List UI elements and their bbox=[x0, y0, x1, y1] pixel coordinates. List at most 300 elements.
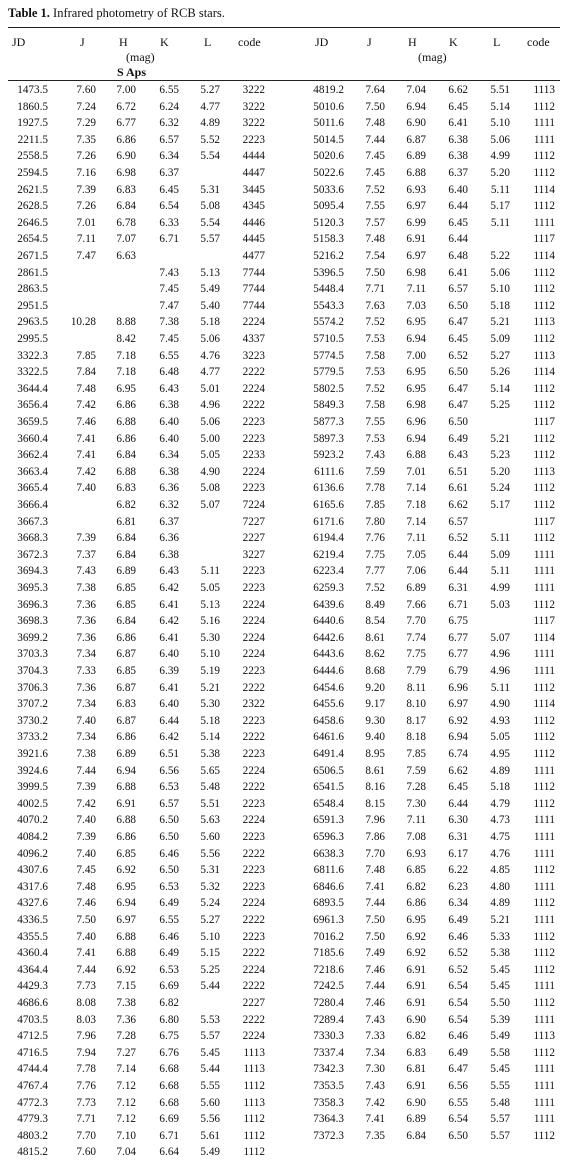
cell-h: 7.75 bbox=[406, 648, 426, 661]
cell-h: 7.00 bbox=[116, 84, 136, 96]
cell-jd: 3694.3 bbox=[17, 565, 48, 578]
cell-code: 3445 bbox=[242, 183, 265, 196]
cell-code: 7227 bbox=[242, 515, 265, 528]
table-row bbox=[0, 397, 570, 414]
cell-code: 1112 bbox=[533, 150, 555, 163]
cell-k: 6.45 bbox=[448, 781, 468, 794]
cell-jd: 4317.6 bbox=[17, 880, 48, 893]
cell-l: 5.24 bbox=[490, 482, 510, 495]
cell-j: 8.08 bbox=[76, 997, 96, 1009]
cell-l: 5.40 bbox=[200, 299, 220, 312]
cell-l: 4.73 bbox=[490, 814, 510, 827]
cell-l: 5.17 bbox=[490, 200, 510, 213]
cell-h: 6.97 bbox=[406, 250, 426, 262]
cell-l: 5.13 bbox=[200, 598, 220, 611]
cell-l: 5.08 bbox=[200, 200, 220, 213]
cell-jd: 4070.2 bbox=[17, 814, 48, 827]
table-row bbox=[0, 978, 570, 995]
cell-code: 2224 bbox=[242, 598, 265, 611]
cell-code: 7744 bbox=[242, 283, 265, 296]
header-l-right: L bbox=[493, 35, 501, 49]
cell-h: 6.98 bbox=[116, 167, 136, 179]
cell-code: 1117 bbox=[533, 515, 555, 528]
cell-l: 5.20 bbox=[490, 465, 510, 478]
cell-code: 1112 bbox=[533, 200, 555, 213]
cell-h: 7.12 bbox=[116, 1096, 136, 1109]
cell-l: 5.18 bbox=[200, 316, 220, 329]
cell-jd: 5802.5 bbox=[313, 382, 344, 395]
cell-h: 6.91 bbox=[406, 1080, 426, 1092]
cell-j: 7.49 bbox=[365, 947, 385, 960]
cell-k: 6.69 bbox=[159, 1113, 179, 1126]
cell-l: 4.89 bbox=[490, 897, 510, 910]
cell-jd: 6491.4 bbox=[313, 748, 344, 760]
cell-l: 5.27 bbox=[200, 914, 220, 926]
cell-h: 6.90 bbox=[406, 117, 426, 130]
cell-l: 5.57 bbox=[200, 1030, 220, 1043]
cell-j: 7.48 bbox=[365, 864, 385, 877]
cell-code: 1112 bbox=[533, 598, 555, 611]
cell-k: 6.52 bbox=[448, 349, 468, 362]
cell-l: 5.45 bbox=[490, 980, 510, 993]
cell-j: 9.30 bbox=[365, 714, 385, 727]
cell-j: 7.41 bbox=[76, 947, 96, 960]
cell-j: 7.52 bbox=[365, 183, 385, 196]
cell-code: 1113 bbox=[243, 1063, 265, 1076]
cell-j: 7.94 bbox=[76, 1046, 96, 1059]
cell-h: 6.84 bbox=[116, 615, 136, 628]
cell-h: 6.90 bbox=[406, 1096, 426, 1109]
cell-h: 6.63 bbox=[116, 250, 136, 262]
cell-j: 7.73 bbox=[76, 1096, 96, 1109]
cell-code: 2223 bbox=[242, 831, 265, 843]
cell-k: 6.80 bbox=[159, 1013, 179, 1026]
cell-l: 5.31 bbox=[200, 183, 220, 196]
cell-h: 6.85 bbox=[116, 598, 136, 611]
cell-l: 5.09 bbox=[490, 548, 510, 561]
table-row bbox=[0, 613, 570, 630]
cell-jd: 6439.6 bbox=[313, 598, 344, 611]
cell-j: 7.36 bbox=[76, 681, 96, 694]
cell-k: 6.38 bbox=[159, 399, 179, 412]
cell-code: 1112 bbox=[533, 897, 555, 910]
cell-h: 6.83 bbox=[116, 183, 136, 196]
cell-j: 7.39 bbox=[76, 183, 96, 196]
cell-j: 7.30 bbox=[365, 1063, 385, 1076]
cell-j: 8.16 bbox=[365, 781, 385, 794]
cell-k: 6.32 bbox=[159, 499, 179, 511]
cell-h: 6.88 bbox=[116, 947, 136, 960]
cell-j: 9.40 bbox=[365, 731, 385, 744]
cell-k: 6.41 bbox=[159, 631, 179, 644]
cell-jd: 5779.5 bbox=[313, 366, 344, 379]
table-row bbox=[0, 514, 570, 531]
cell-k: 6.57 bbox=[159, 797, 179, 810]
cell-code: 1117 bbox=[533, 615, 555, 628]
table-row bbox=[0, 912, 570, 929]
cell-code: 1111 bbox=[533, 1063, 555, 1076]
cell-jd: 1927.5 bbox=[17, 117, 48, 130]
cell-l: 5.19 bbox=[200, 665, 220, 677]
table-row bbox=[0, 1028, 570, 1045]
cell-j: 7.39 bbox=[76, 831, 96, 843]
cell-k: 6.41 bbox=[159, 598, 179, 611]
cell-h: 6.88 bbox=[116, 465, 136, 478]
cell-k: 6.17 bbox=[448, 847, 468, 860]
cell-jd: 6846.6 bbox=[313, 880, 344, 893]
cell-h: 7.11 bbox=[406, 532, 426, 545]
cell-j: 7.76 bbox=[76, 1080, 96, 1092]
cell-l: 5.18 bbox=[490, 299, 510, 312]
header-j-left: J bbox=[80, 35, 85, 49]
cell-l: 5.54 bbox=[200, 216, 220, 229]
cell-code: 1113 bbox=[533, 316, 555, 329]
cell-h: 8.42 bbox=[116, 333, 136, 345]
cell-j: 7.45 bbox=[76, 864, 96, 877]
cell-code: 1111 bbox=[533, 665, 555, 677]
cell-l: 5.20 bbox=[490, 167, 510, 179]
cell-k: 7.45 bbox=[159, 333, 179, 345]
cell-k: 6.68 bbox=[159, 1096, 179, 1109]
cell-j: 7.60 bbox=[76, 1146, 96, 1159]
cell-jd: 3999.5 bbox=[17, 781, 48, 794]
cell-code: 1111 bbox=[533, 133, 555, 146]
cell-j: 7.01 bbox=[76, 216, 96, 229]
cell-j: 7.53 bbox=[365, 432, 385, 445]
cell-k: 6.44 bbox=[448, 233, 468, 246]
cell-l: 5.60 bbox=[200, 831, 220, 843]
cell-h: 6.78 bbox=[116, 216, 136, 229]
cell-jd: 7330.3 bbox=[313, 1030, 344, 1043]
cell-l: 5.06 bbox=[490, 133, 510, 146]
table-row bbox=[0, 464, 570, 481]
cell-code: 1111 bbox=[533, 831, 555, 843]
cell-k: 6.76 bbox=[159, 1046, 179, 1059]
cell-code: 1111 bbox=[533, 582, 555, 594]
cell-l: 4.89 bbox=[490, 764, 510, 777]
cell-code: 2223 bbox=[242, 432, 265, 445]
table-row bbox=[0, 1045, 570, 1062]
cell-code: 2222 bbox=[242, 781, 265, 794]
cell-k: 6.57 bbox=[159, 133, 179, 146]
cell-h: 6.86 bbox=[116, 432, 136, 445]
header-code-right: code bbox=[527, 35, 550, 49]
cell-k: 6.33 bbox=[159, 216, 179, 229]
cell-j: 8.15 bbox=[365, 797, 385, 810]
cell-h: 6.89 bbox=[116, 748, 136, 760]
cell-l: 4.96 bbox=[200, 399, 220, 412]
table-caption bbox=[8, 6, 225, 21]
cell-k: 6.68 bbox=[159, 1063, 179, 1076]
cell-l: 4.99 bbox=[490, 150, 510, 163]
cell-h: 7.15 bbox=[116, 980, 136, 993]
cell-l: 5.06 bbox=[200, 333, 220, 345]
cell-jd: 6219.4 bbox=[313, 548, 344, 561]
cell-j: 7.34 bbox=[76, 698, 96, 711]
cell-h: 6.94 bbox=[406, 333, 426, 345]
cell-code: 4447 bbox=[242, 167, 265, 179]
cell-j: 7.45 bbox=[365, 167, 385, 179]
cell-l: 5.44 bbox=[200, 980, 220, 993]
table-row bbox=[0, 182, 570, 199]
cell-code: 1112 bbox=[243, 1113, 265, 1126]
cell-j: 7.50 bbox=[365, 266, 385, 279]
cell-jd: 4716.5 bbox=[17, 1046, 48, 1059]
cell-k: 6.75 bbox=[159, 1030, 179, 1043]
cell-code: 1112 bbox=[533, 432, 555, 445]
cell-code: 2233 bbox=[242, 449, 265, 462]
cell-h: 8.88 bbox=[116, 316, 136, 329]
table-row bbox=[0, 132, 570, 149]
cell-code: 1111 bbox=[533, 980, 555, 993]
cell-jd: 3663.4 bbox=[17, 465, 48, 478]
cell-k: 6.36 bbox=[159, 482, 179, 495]
cell-l: 5.53 bbox=[200, 1013, 220, 1026]
cell-k: 6.54 bbox=[159, 200, 179, 213]
cell-h: 7.79 bbox=[406, 665, 426, 677]
cell-code: 1114 bbox=[533, 631, 555, 644]
cell-code: 1112 bbox=[533, 997, 555, 1009]
cell-j: 7.11 bbox=[76, 233, 96, 246]
cell-code: 4444 bbox=[242, 150, 265, 163]
cell-k: 6.42 bbox=[159, 731, 179, 744]
cell-l: 5.05 bbox=[490, 731, 510, 744]
cell-h: 6.93 bbox=[406, 183, 426, 196]
cell-k: 6.37 bbox=[159, 515, 179, 528]
cell-j: 7.96 bbox=[365, 814, 385, 827]
cell-k: 6.46 bbox=[448, 930, 468, 943]
cell-j: 7.36 bbox=[76, 598, 96, 611]
cell-h: 6.87 bbox=[116, 648, 136, 661]
cell-jd: 2646.5 bbox=[17, 216, 48, 229]
cell-jd: 4327.6 bbox=[17, 897, 48, 910]
table-row bbox=[0, 597, 570, 614]
cell-k: 6.56 bbox=[159, 764, 179, 777]
cell-jd: 2951.5 bbox=[17, 299, 48, 312]
cell-l: 5.11 bbox=[490, 183, 510, 196]
cell-code: 1112 bbox=[533, 947, 555, 960]
cell-h: 6.91 bbox=[406, 963, 426, 976]
cell-jd: 2963.5 bbox=[17, 316, 48, 329]
cell-h: 6.86 bbox=[116, 631, 136, 644]
cell-l: 4.77 bbox=[200, 100, 220, 113]
cell-j: 7.50 bbox=[365, 100, 385, 113]
cell-k: 6.24 bbox=[159, 100, 179, 113]
table-row bbox=[0, 945, 570, 962]
cell-l: 5.55 bbox=[200, 1080, 220, 1092]
cell-j: 7.16 bbox=[76, 167, 96, 179]
cell-code: 2224 bbox=[242, 316, 265, 329]
cell-k: 6.55 bbox=[159, 84, 179, 96]
cell-h: 6.85 bbox=[116, 582, 136, 594]
cell-l: 5.26 bbox=[490, 366, 510, 379]
table-row bbox=[0, 447, 570, 464]
cell-j: 7.58 bbox=[365, 399, 385, 412]
table-row bbox=[0, 630, 570, 647]
table-number: Table 1. bbox=[8, 6, 50, 20]
cell-k: 6.69 bbox=[159, 980, 179, 993]
table-row bbox=[0, 165, 570, 182]
cell-jd: 4002.5 bbox=[17, 797, 48, 810]
cell-jd: 6638.3 bbox=[313, 847, 344, 860]
header-h-right: H bbox=[408, 35, 417, 49]
cell-code: 1111 bbox=[533, 648, 555, 661]
cell-h: 7.06 bbox=[406, 565, 426, 578]
cell-j: 7.26 bbox=[76, 200, 96, 213]
cell-k: 6.54 bbox=[448, 1013, 468, 1026]
cell-h: 7.27 bbox=[116, 1046, 136, 1059]
cell-code: 2222 bbox=[242, 980, 265, 993]
cell-code: 1112 bbox=[243, 1146, 265, 1159]
cell-h: 6.95 bbox=[406, 914, 426, 926]
cell-l: 5.49 bbox=[490, 1030, 510, 1043]
cell-jd: 3733.2 bbox=[17, 731, 48, 744]
cell-j: 7.36 bbox=[76, 631, 96, 644]
cell-l: 5.49 bbox=[200, 1146, 220, 1159]
cell-jd: 5574.2 bbox=[313, 316, 344, 329]
cell-code: 7744 bbox=[242, 266, 265, 279]
cell-jd: 6223.4 bbox=[313, 565, 344, 578]
cell-h: 6.83 bbox=[116, 698, 136, 711]
cell-j: 7.64 bbox=[365, 84, 385, 96]
cell-jd: 3730.2 bbox=[17, 714, 48, 727]
cell-code: 2224 bbox=[242, 897, 265, 910]
cell-k: 6.44 bbox=[159, 714, 179, 727]
cell-j: 7.53 bbox=[365, 333, 385, 345]
table-row bbox=[0, 431, 570, 448]
cell-code: 2322 bbox=[242, 698, 265, 711]
cell-jd: 6591.3 bbox=[313, 814, 344, 827]
cell-code: 1112 bbox=[533, 781, 555, 794]
cell-j: 7.26 bbox=[76, 150, 96, 163]
cell-j: 7.43 bbox=[76, 565, 96, 578]
cell-k: 6.46 bbox=[448, 1030, 468, 1043]
cell-k: 6.42 bbox=[159, 582, 179, 594]
cell-jd: 3667.3 bbox=[17, 515, 48, 528]
cell-l: 5.57 bbox=[200, 233, 220, 246]
table-row bbox=[0, 1144, 570, 1161]
cell-jd: 2671.5 bbox=[17, 250, 48, 262]
cell-jd: 2654.5 bbox=[17, 233, 48, 246]
header-h-left: H bbox=[119, 35, 128, 49]
cell-jd: 4084.2 bbox=[17, 831, 48, 843]
cell-code: 2224 bbox=[242, 615, 265, 628]
cell-h: 7.10 bbox=[116, 1129, 136, 1142]
cell-j: 7.52 bbox=[365, 582, 385, 594]
cell-j: 7.42 bbox=[365, 1096, 385, 1109]
cell-code: 1111 bbox=[533, 565, 555, 578]
cell-h: 6.89 bbox=[406, 1113, 426, 1126]
cell-jd: 6461.6 bbox=[313, 731, 344, 744]
cell-jd: 7242.5 bbox=[313, 980, 344, 993]
cell-j: 8.95 bbox=[365, 748, 385, 760]
cell-k: 6.40 bbox=[159, 416, 179, 428]
cell-j: 7.86 bbox=[365, 831, 385, 843]
cell-code: 1112 bbox=[533, 731, 555, 744]
cell-code: 2223 bbox=[242, 748, 265, 760]
cell-l: 5.00 bbox=[200, 432, 220, 445]
cell-j: 7.46 bbox=[76, 897, 96, 910]
cell-l: 5.21 bbox=[490, 432, 510, 445]
cell-k: 6.34 bbox=[159, 449, 179, 462]
cell-j: 7.41 bbox=[76, 432, 96, 445]
cell-k: 6.57 bbox=[448, 515, 468, 528]
cell-l: 5.38 bbox=[490, 947, 510, 960]
cell-j: 7.75 bbox=[365, 548, 385, 561]
cell-code: 2222 bbox=[242, 1013, 265, 1026]
cell-code: 1112 bbox=[533, 283, 555, 296]
cell-code: 1111 bbox=[533, 1113, 555, 1126]
cell-k: 6.50 bbox=[448, 1129, 468, 1142]
cell-jd: 5033.6 bbox=[313, 183, 344, 196]
cell-jd: 7353.5 bbox=[313, 1080, 344, 1092]
cell-l: 4.76 bbox=[200, 349, 220, 362]
cell-code: 1113 bbox=[533, 465, 555, 478]
table-row bbox=[0, 414, 570, 431]
cell-l: 4.80 bbox=[490, 880, 510, 893]
cell-k: 6.50 bbox=[448, 299, 468, 312]
cell-j: 7.71 bbox=[76, 1113, 96, 1126]
cell-code: 1112 bbox=[243, 1080, 265, 1092]
cell-l: 5.51 bbox=[200, 797, 220, 810]
cell-j: 7.33 bbox=[76, 665, 96, 677]
cell-jd: 6506.5 bbox=[313, 764, 344, 777]
cell-j: 7.50 bbox=[365, 914, 385, 926]
cell-j: 7.34 bbox=[76, 731, 96, 744]
cell-k: 6.31 bbox=[448, 831, 468, 843]
table-row bbox=[0, 995, 570, 1012]
cell-k: 6.44 bbox=[448, 200, 468, 213]
cell-jd: 6443.6 bbox=[313, 648, 344, 661]
header-jd-right: JD bbox=[315, 35, 329, 49]
cell-k: 6.51 bbox=[448, 465, 468, 478]
cell-k: 6.71 bbox=[159, 1129, 179, 1142]
cell-code: 1111 bbox=[533, 814, 555, 827]
cell-code: 2222 bbox=[242, 399, 265, 412]
cell-jd: 4712.5 bbox=[17, 1030, 48, 1043]
table-row bbox=[0, 646, 570, 663]
cell-h: 6.82 bbox=[406, 880, 426, 893]
cell-h: 6.85 bbox=[406, 864, 426, 877]
cell-j: 7.54 bbox=[365, 250, 385, 262]
cell-code: 1113 bbox=[533, 84, 555, 96]
cell-jd: 3703.3 bbox=[17, 648, 48, 661]
cell-j: 7.36 bbox=[76, 615, 96, 628]
header-k-right: K bbox=[449, 35, 458, 49]
cell-jd: 3695.3 bbox=[17, 582, 48, 594]
table-row bbox=[0, 314, 570, 331]
cell-jd: 3665.4 bbox=[17, 482, 48, 495]
cell-jd: 5120.3 bbox=[313, 216, 344, 229]
cell-h: 6.94 bbox=[116, 897, 136, 910]
cell-k: 6.48 bbox=[448, 250, 468, 262]
cell-k: 6.47 bbox=[448, 399, 468, 412]
cell-h: 8.17 bbox=[406, 714, 426, 727]
cell-k: 6.56 bbox=[448, 1080, 468, 1092]
cell-k: 6.46 bbox=[159, 930, 179, 943]
cell-k: 6.38 bbox=[159, 548, 179, 561]
cell-code: 2223 bbox=[242, 714, 265, 727]
cell-k: 6.34 bbox=[448, 897, 468, 910]
cell-h: 6.97 bbox=[116, 914, 136, 926]
table-row bbox=[0, 265, 570, 282]
cell-code: 1111 bbox=[533, 216, 555, 229]
cell-l: 5.11 bbox=[490, 216, 510, 229]
cell-code: 2224 bbox=[242, 465, 265, 478]
cell-jd: 3707.2 bbox=[17, 698, 48, 711]
cell-h: 6.82 bbox=[116, 499, 136, 511]
cell-h: 7.85 bbox=[406, 748, 426, 760]
